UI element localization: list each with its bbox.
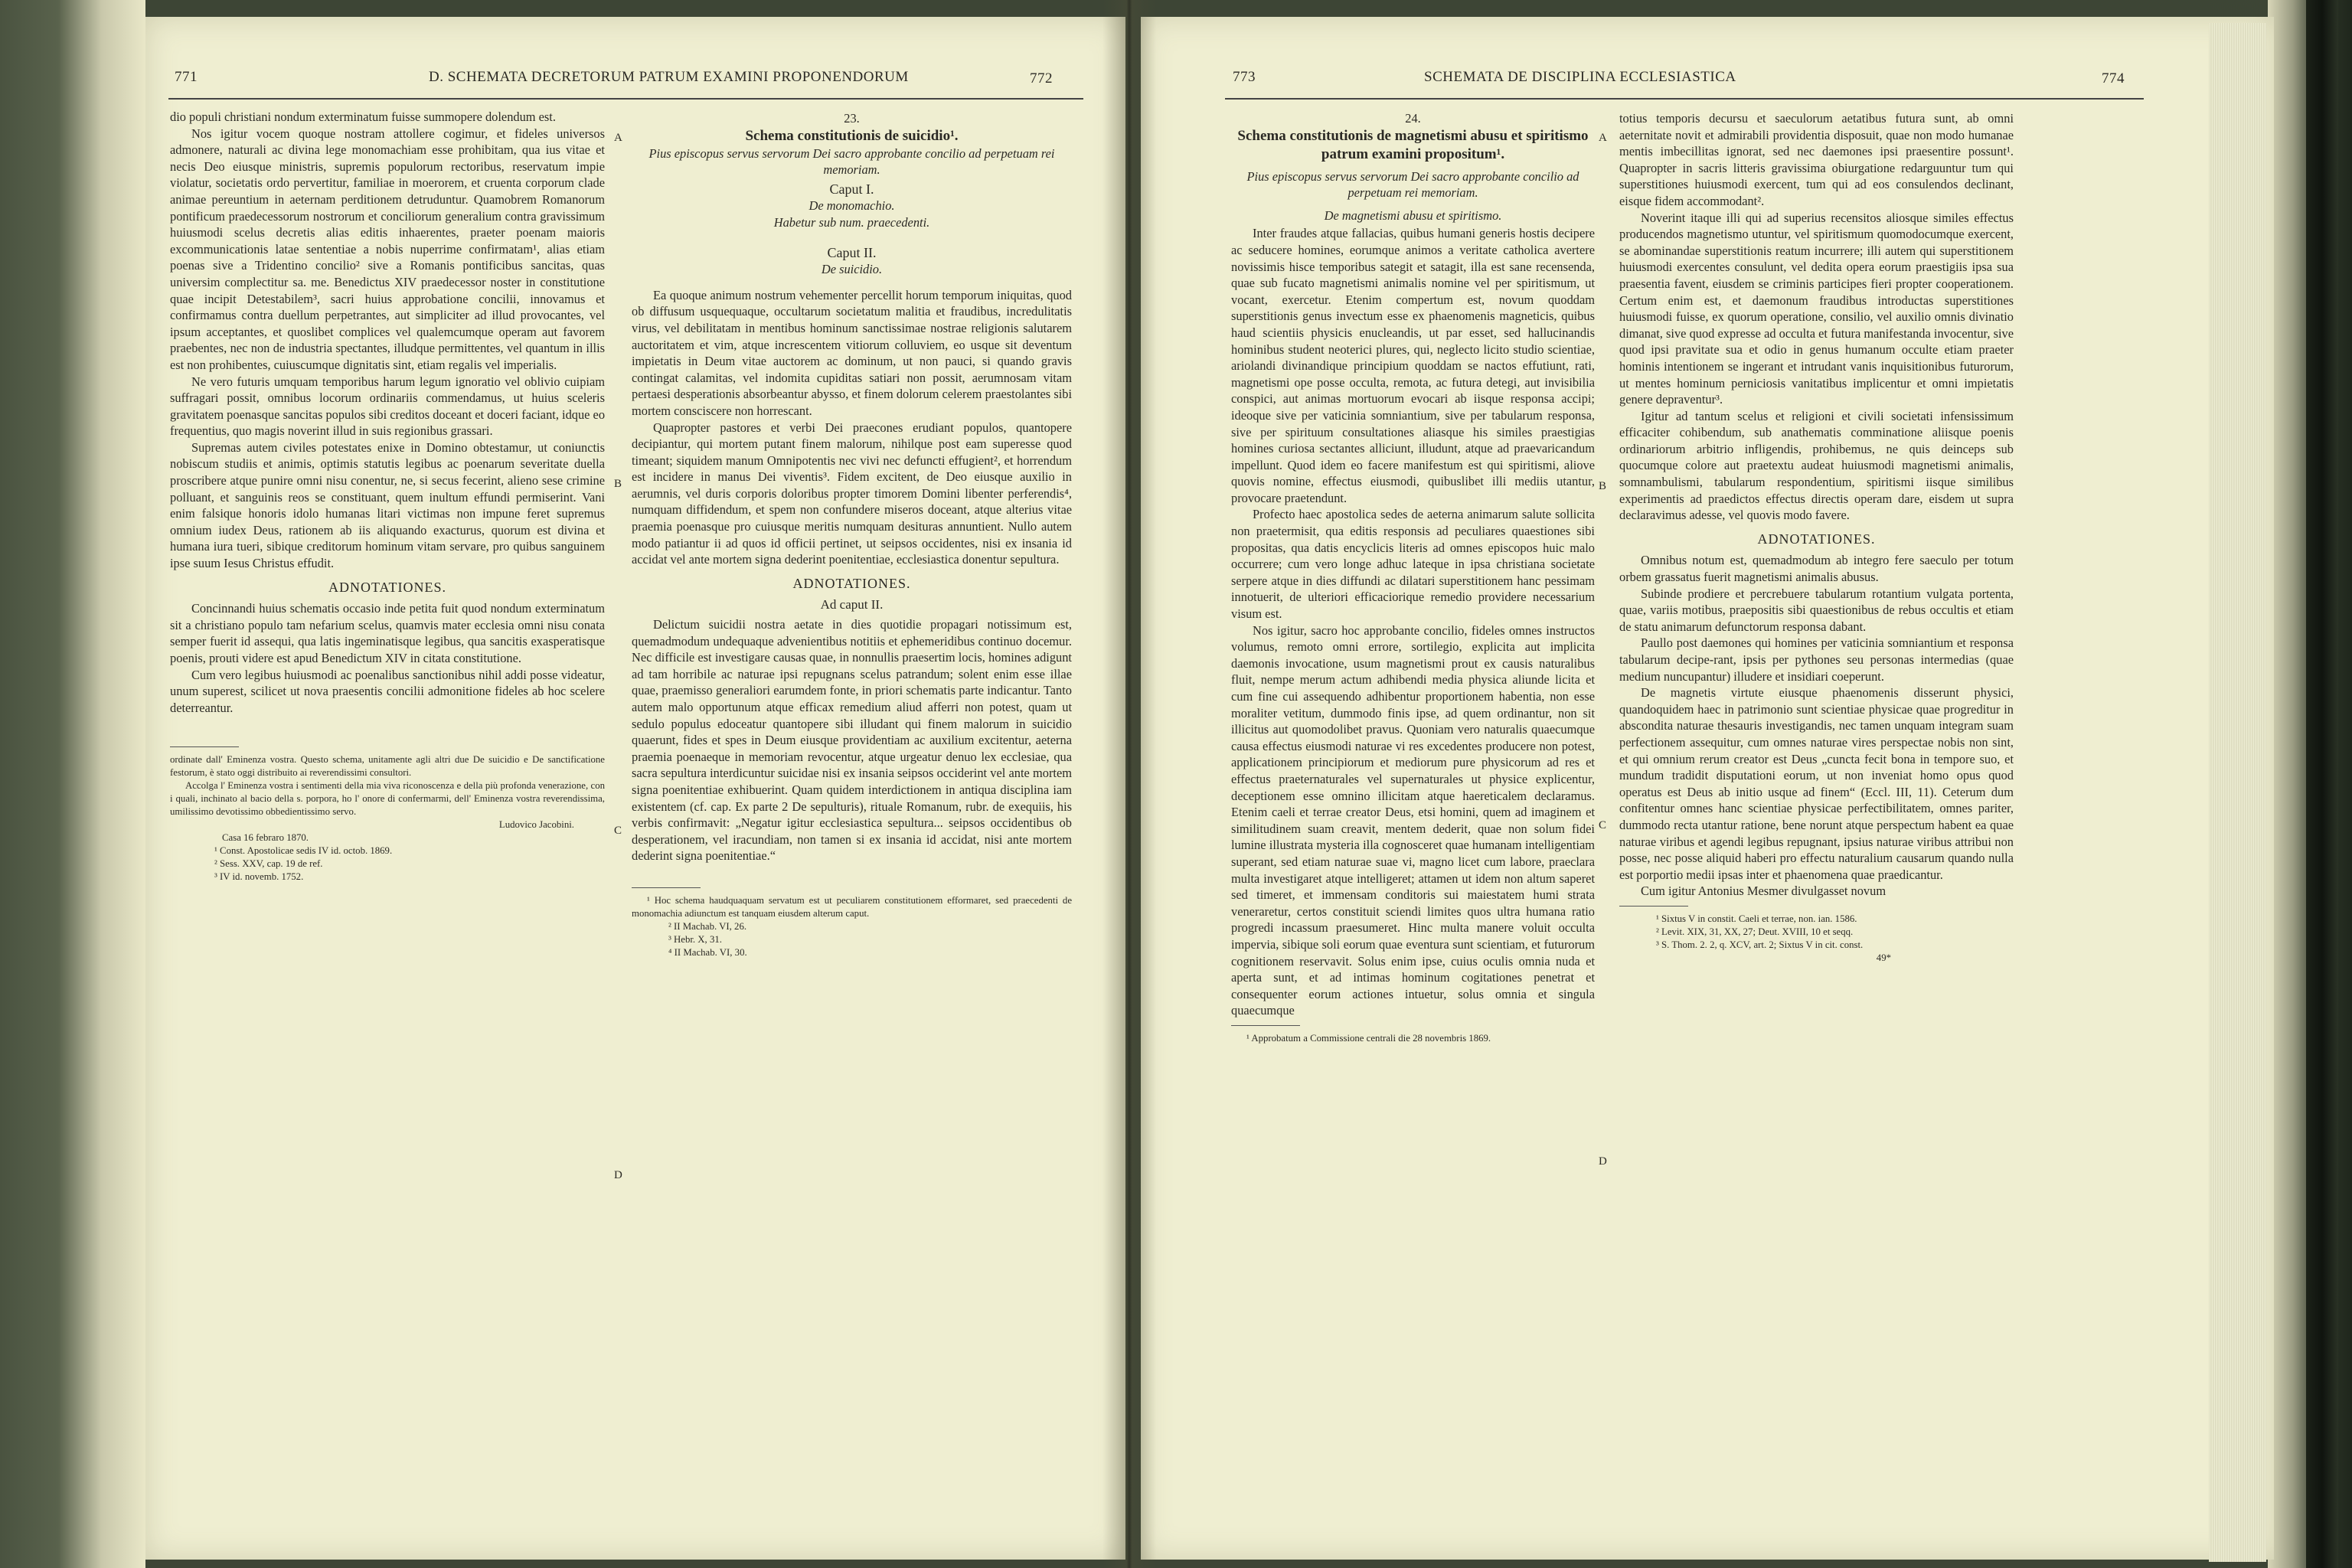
chapter-heading: Caput II. [827,244,877,260]
footnotes [632,894,1072,959]
annotations-heading: ADNOTATIONES. [792,575,911,591]
footnote: ¹ Approbatum a Commissione centrali die 28 novembris 1869. [1246,1032,1491,1044]
page-number: 774 [2102,70,2125,87]
paragraph: Profecto haec apostolica sedes de aeterna animarum salute sollicita non praetermisit, qua editis responsis ad peculiares quaestiones sibi propositas, qua datis encyclicis literis ad omnes episcopos huic malo occurrere; cum vero longe adhuc lateque in ipsa christiana societate serpere atque in dies diffundi ac dilatari superstitionem hanc pessimam innotuerit, de ulteriori efficaciorique remedio providere necessarium visum est. [1231,507,1595,622]
left-page [145,17,1125,1560]
running-head: D. SCHEMATA DECRETORUM PATRUM EXAMINI PROPONENDORUM [429,69,909,85]
paragraph: dio populi christiani nondum exterminatum fuisse summopere dolendum est. [170,109,556,124]
margin-letter: A [1599,132,1607,144]
paragraph: Paullo post daemones qui homines per vaticinia somniantium et responsa tabularum decipe-rant, ipsis per pythones seu personas intermedias (quae medium nuncupantur) illudere et insidiari coeperunt. [1619,635,2014,684]
paragraph: Cum vero legibus huiusmodi ac poenalibus sanctionibus nihil addi posse videatur, unum superest, scilicet ut nova praesentis concilii admonitione fideles ab hoc scelere deterreantur. [170,667,605,715]
paragraph: Omnibus notum est, quemadmodum ab integro fere saeculo per totum orbem grassatus fuerit magnetismi animalis abusus. [1619,553,2014,585]
paragraph: Cum igitur Antonius Mesmer divulgasset novum [1641,884,1886,899]
signature-mark: 49* [1876,952,1891,963]
right-column [1619,110,2014,965]
footnote-rule [632,887,701,888]
paragraph: Subinde prodiere et percrebuere tabularum rotantium vulgata portenta, quae, variis motibus, praepositis sibi quaestionibus de rebus occultis et etiam de statu animarum defunctorum responsa dabant. [1619,586,2014,634]
margin-letter: A [614,132,622,144]
footnotes [1231,1032,1595,1045]
annotations-heading: ADNOTATIONES. [328,579,447,595]
date: Casa 16 febraro 1870. [222,832,309,844]
paragraph: De magnetis virtute eiusque phaenomenis disserunt physici, quandoquidem haec in patrimonio sunt scientiae physicae quae progreditur in abscondita naturae thesauris investigandis, nec tamen unquam integram suam perfectionem assequitur, cum omnes naturae vires perspectae nobis non sint, et qui omnium rerum creator est Deus „cuncta fecit bona in tempore suo, et mundum tradidit disputationi eorum, ut non inveniat homo opus quod operatus est Deus ab initio usque ad finem“ (Eccl. III, 11). Ceterum dum confitentur omnes hanc scientiae physicae perfectibilitatem, omnes pariter, dummodo recta utantur ratione, bene norunt atque perspectum habent ea quae naturae viribus et agendi legibus repugnant, ipsius naturae viribus attribui non posse, nec posse aliquid haberi pro effectu naturalium causarum quando nulla est porportio medii ipsas inter et phaenomena quae praedicantur. [1619,685,2014,882]
schema-title: Schema constitutionis de suicidio¹. [745,127,959,144]
footnote: ² II Machab. VI, 26. [668,920,747,932]
margin-letter: C [614,825,622,837]
paragraph: Igitur ad tantum scelus et religioni et civili societati infensissimum efficaciter cohibendum, sub anathematis comminatione aliisque poenis ordinariorum arbitrio infligendis, prohibemus, ne quis deinceps sub quocumque colore aut praetextu audeat huiusmodi magnetismi animalis, somnambulismi, tabularum respondentium, spiritismi iisque similibus experimentis ad praedictos effectus directis operam dare, eisdem ut supra declaravimus adesse, vel quovis modo favere. [1619,408,2014,523]
running-head: SCHEMATA DE DISCIPLINA ECCLESIASTICA [1424,69,1736,85]
note-text: ordinate dall' Eminenza vostra. Questo schema, unitamente agli altri due De suicidio e De sanctificatione festorum, è stato oggi distribuito ai reverendissimi consultori. [170,754,605,779]
annotations-subheading: Ad caput II. [820,597,884,612]
footnote: ¹ Hoc schema haudquaquam servatum est ut peculiarem constitutionem efformaret, sed praecedenti de monomachia adiunctum est tanquam eiusdem alterum caput. [632,894,1072,919]
annotations-heading: ADNOTATIONES. [1757,531,1876,547]
footnote: ¹ Const. Apostolicae sedis IV id. octob. 1869. [214,845,393,857]
chapter-heading: Caput I. [829,181,874,197]
footnote: ² Sess. XXV, cap. 19 de ref. [214,858,323,870]
margin-letter: D [614,1169,622,1181]
footnote: ² Levit. XIX, 31, XX, 27; Deut. XVIII, 10 et seqq. [1656,926,1854,937]
paragraph: Concinnandi huius schematis occasio inde petita fuit quod nondum exterminatum sit a christiano populo tam nefarium scelus, quamvis mater ecclesia omni nisu conata semper fuerit id assequi, qua latis ingeminatisque legibus, qua sancitis exasperatisque poenis, prouti videre est apud Benedictum XIV in citata constitutione. [170,601,605,665]
paragraph: Delictum suicidii nostra aetate in dies quotidie propagari notissimum est, quemadmodum undequaque advenientibus notitiis et ephemeridibus continuo docemur. Nec difficile est investigare causas quae, in nonnullis praesertim locis, homines adigunt ad tam horribile ac naturae ipsi repugnans scelus patrandum; solent enim esse illae quae, praemisso generaliori earumdem fonte, in priori schematis parte indicantur. Tanto autem malo opportunum atque efficax remedium aliud afferri non potest, quam ut sedulo populus edoceatur quantopere sibi illudant qui finem malorum in suicidio quaerunt, fides et spes in Deum eiusque providentiam ac auxilium excitentur, aeterna praemia poenaeque in memoriam revocentur, atque urgeatur denuo lex ecclesiae, qua sacra sepultura interdicuntur suicidae nisi ex insania seipsos occiderint vel ante mortem signa poenitentiae exhibuerint. Quam quidem interdictionem in antiqua disciplina iam existentem (cf. cap. Ex parte 2 De sepulturis), rituale Romanum, rubr. de exequiis, his verbis confirmavit: „Negatur igitur ecclesiastica sepultura... seipsos occidentibus ob desperationem, vel iracundiam, non tamen si ex insania id accidat, nisi ante mortem dederint signa poenitentiae.“ [632,617,1072,864]
page-number: 773 [1233,69,1256,85]
left-column [170,109,605,884]
paragraph: totius temporis decursu et saeculorum aetatibus futura sunt, ab omni aeternitate novit et admirabili providentia disposuit, quae non modo humanae mentis imbecillitas ignorat, sed nec daemones ipsi praesentire possunt¹. Quapropter in sacris litteris gravissima obiurgatione redarguuntur tum qui superstitiones huiusmodi exercent, tum qui ad eos consulendos declinant, eisque fidem accommodant². [1619,111,2014,208]
footnotes [1619,913,2014,965]
book-stand [2306,0,2338,1568]
page-number: 772 [1030,70,1053,87]
margin-letter: B [1599,480,1607,492]
margin-letter: B [614,478,622,490]
footnote: ⁴ II Machab. VI, 30. [668,946,747,958]
footnote-rule [1231,1025,1300,1026]
signature: Ludovico Jacobini. [498,819,574,831]
paragraph: Ne vero futuris umquam temporibus harum legum ignoratio vel oblivio cuipiam suffragari possit, omnibus locorum ordinariis commendamus, ut huius sceleris gravitatem poenasque sancitas populos sibi creditos doceant et doceri faciant, idque eo frequentius, quo magis noverint illud in suis regionibus grassari. [170,374,606,439]
paragraph: Ea quoque animum nostrum vehementer percellit horum temporum iniquitas, quod ob diffusum usquequaque, occultarum societatum malitia et fraudibus, incredulitatis virus, vel debilitatam in mentibus hominum sanctissimae nostrae religionis salutarem auctoritatem et vim, atque increscentem vitiorum colluviem, eo usque sit deventum impietatis in Deum vitae auctorem ac dominum, ut non pauci, si quando gravis contingat calamitas, vel indomita cupiditas satiari non possit, aerumnosam vitam pertaesi desperationis absorbeantur abysso, et finem dolorum celerem praestolantes sibi mortem consciscere non horrescant. [632,287,1072,418]
paragraph: Nos igitur vocem quoque nostram attollere cogimur, et fideles universos admonere, naturali ac divina lege monomachiam esse prohibitam, qua ius vitae et necis Deo eiusque ministris, supremis populorum rectoribus, reservatum impie violatur, societatis ordo pervertitur, familiae in moerorem, et cruenta corporum clade animae pereuntium in aeternam perditionem detruduntur. Quamobrem Romanorum pontificum praedecessorum nostrorum et conciliorum generalium contra gravissimum huiusmodi scelus decretis alias editis inhaerentes, praeter poenam maioris excommunicationis latae sententiae a nobis nuperrime confirmatam¹, alias etiam poenas sive a Tridentino concilio² sive a Romanis pontificibus sancitas, quas universim complectitur sa. me. Benedictus XIV praedecessor noster in constitutione quae incipit Detestabilem³, sacri huius approbatione concilii, innovamus et confirmamus contra duellum perpetrantes, aut simpliciter ad illud provocantes, vel ipsum acceptantes, et quoslibet complices vel qualemcumque operam aut favorem praebentes, nec non de industria spectantes, illudque permittentes, vel quantum in illis est non prohibentes, cuiuscumque dignitatis sint, etiam regalis vel imperialis. [170,126,605,372]
schema-subtitle: Pius episcopus servus servorum Dei sacro approbante concilio ad perpetuam rei memoriam. [1246,168,1579,201]
footnote: ³ S. Thom. 2. 2, q. XCV, art. 2; Sixtus V in cit. const. [1656,939,1864,950]
header-rule [1225,98,2144,100]
chapter-subheading: De magnetismi abusu et spiritismo. [1324,207,1502,223]
footnote: ³ Hebr. X, 31. [668,933,722,945]
schema-subtitle: Pius episcopus servus servorum Dei sacro approbante concilio ad perpetuam rei memoriam. [648,145,1055,178]
page-edges [2209,23,2266,1562]
right-page [1141,17,2274,1560]
chapter-subheading: De suicidio. [821,262,883,277]
paragraph: Noverint itaque illi qui ad superius recensitos aliosque similes effectus producendos magnetismo utuntur, vel spiritismum quomodocumque exercent, se abominandae superstitionis reatum incurrere; illi autem qui superstitionem huiusmodi exercentes consulunt, vel dedita opera eorum praestigiis ipsa sua praesentia favent, eiusdem se criminis participes fieri propter cooperationem. Certum enim est, et daemonum fraudibus introductas superstitiones huiusmodi fuisse, ex quorum operatione, consilio, vel auxilio omnis divinatio dimanat, sive quod expresse ad occulta et futura manifestanda invocentur, sive quod ipsi pravitate sua et odio in genus humanum occulte etiam praeter hominis intentionem se ingerant et intrudant vanis inquisitionibus futurorum, ut mentes hominum perniciosis vanitatibus implicentur et omni impietatis genere depraventur³. [1619,210,2014,407]
paragraph: Inter fraudes atque fallacias, quibus humani generis hostis decipere ac seducere homines, eorumque animos a veritate catholica avertere novissimis hisce temporibus sategit et satagit, illa est sane recensenda, quae sub fucato magnetismi animalis nomine vel per spiritismum, ut vocant, exercetur. Etenim compertum est, novum quoddam superstitionis genus invectum esse ex phaenomenis magneticis, quibus haud scientiis physicis enucleandis, ut par esset, sed hallucinandis hominibus student neoterici plures, qui, neglecto licito studio scientiae, ariolandi divinandique principium quoddam se nactos effutiunt, rati, magnetismi ope posse occulta, remota, ac futura detegi, aut invisibilia conspici, aut animas mortuorum evocari ab iisque responsa accipi; ideoque sive per vaticinia somniantium, sive per tabularum responsa, sive per spirituum consultationes aliasque his similes praestigias homines curiosa sectantes alliciunt, illudunt, atque ad praevaricandum impellunt. Quod idem eo facere manifestum est qui spiritismi, aliove quovis nomine, effectus eiusmodi, quibuslibet illi mediis utantur, provocare praetendunt. [1231,226,1595,505]
book-edge-left [0,0,145,1568]
chapter-subheading: De monomachio. [808,198,895,214]
margin-letter: D [1599,1155,1607,1168]
header-rule [168,98,1083,100]
page-number: 771 [175,69,198,85]
note-text: Accolga l' Eminenza vostra i sentimenti della mia viva riconoscenza e della più profonda venerazione, con i quali, inchinato al bacio della s. porpora, ho l' onore di confermarmi, dell' Eminenza vostra reverendissima, umilissimo devotissimo obbedientissimo servo. [170,780,605,818]
letter-note [170,753,605,884]
schema-title: Schema constitutionis de magnetismi abusu et spiritismo patrum examini propositum¹. [1237,127,1589,162]
schema-number: 24. [1405,111,1421,126]
paragraph: Supremas autem civiles potestates enixe in Domino obtestamur, ut coniunctis nobiscum studiis et animis, optimis statutis legibus ac poenarum severitate duella proscribere atque punire omni nisu conentur, ne, si secus fecerint, alieno sese crimine polluant, et sanguinis reos se constituant, quem inultum effundi permiserint. Vani enim falsique honoris idolo humanas litari victimas non impune feret supremus omnium iudex Deus, rationem ab iis aliquando exacturus, quorum est divina et humana iura tueri, sibique creditorum hominum vitam servare, pro quibus sanguinem ipse suum Iesus Christus effudit. [170,439,605,571]
footnote: ³ IV id. novemb. 1752. [214,871,304,883]
chapter-note: Habetur sub num. praecedenti. [773,214,930,230]
schema-number: 23. [844,111,860,126]
paragraph: Quapropter pastores et verbi Dei praecones erudiant populos, quantopere decipiantur, qui mortem putant finem malorum, nihilque post eam superesse quod timeant; siquidem manum Omnipotentis nec vivi nec defuncti effugient², et horrendum est incidere in manus Dei viventis³. Fidem excitent, de Deo eiusque auxilio in aerumnis, vel duris corporis doloribus propter timorem Domini libenter perferendis⁴, numquam diffidendum, et spem non confundere miseros doceant, atque alterius vitae praemia poenasque pro cuiusque meritis numquam desituras annuntient. Nullo autem modo patiantur ii ad quos id officii pertinet, ut seipsos occidentes, nisi ex insania id accidat vel ante mortem signa dederint poenitentiae, ecclesiastica donentur sepultura. [632,420,1072,567]
footnote-rule [170,746,239,747]
right-column [632,110,1072,959]
footnote: ¹ Sixtus V in constit. Caeli et terrae, non. ian. 1586. [1656,913,1857,924]
book-gutter [1102,0,1156,1568]
left-column [1231,110,1595,1045]
margin-letter: C [1599,819,1607,831]
paragraph: Nos igitur, sacro hoc approbante concilio, fideles omnes instructos volumus, remoto omni errore, sortilegio, explicita aut implicita daemonis invocatione, usum magnetismi prout ex causis naturalibus fluit, nempe merum actum adhibendi media physica aliunde licita et cum fine cui assequendo adhibentur proportionem habentia, non esse moraliter vetitum, dummodo finis ipse, ad quem ordinantur, non sit illicitus aut quomodolibet pravus. Quoniam vero naturalis quaecumque causa effectus eiusmodi naturae vi res excedentes producere non potest, applicationem principiorum et mediorum pure physicorum ad res et effectus praeternaturales vel supernaturales ut physice explicentur, deceptionem esse omnino illicitam atque haereticalem declaramus. Etenim caeli et terrae creator Deus, etsi homini, quem ad imaginem et similitudinem suam creavit, mentem dederit, quae non solum fidei lumine illustrata mysteria illa cognosceret quae humanam intelligentiam superant, sed etiam naturae suae vi, magno licet cum labore, praeclara multa investigaret atque intelligeret; attamen ut idem non altum saperet sed timeret, et immensam conditoris sui maiestatem humi strata veneraretur, certos constituit sciendi limites quos ultra humana ratio progredi incassum praesumeret. Hinc multa manere voluit occulta impervia, sibique soli eorum quae eventura sunt scientiam, et futurorum cognitionem reservavit. Solus enim ipse, cuius oculis omnia nuda et aperta sunt, et ad intimas hominum cogitationes penetrat et consequenter eorum actiones intuetur, solus omnia et singula quaecumque [1231,622,1595,1018]
